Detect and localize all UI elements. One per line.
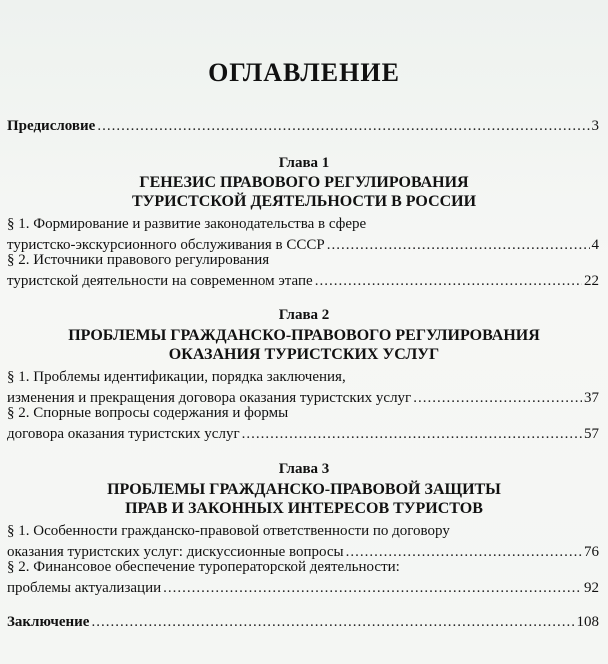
chapter-2-title-line-1: ПРОБЛЕМЫ ГРАЖДАНСКО-ПРАВОВОГО РЕГУЛИРОВАНИЯ <box>68 327 540 344</box>
section-line-1: § 2. Финансовое обеспечение туроператорской деятельности: <box>7 559 400 575</box>
section-line-2: проблемы актуализации <box>7 580 162 596</box>
chapter-3-number: Глава 3 <box>278 461 330 477</box>
page-number: 57 <box>584 426 599 442</box>
leader-dots <box>97 118 589 135</box>
leader-dots <box>315 273 582 290</box>
chapter-1-title-line-2: ТУРИСТСКОЙ ДЕЯТЕЛЬНОСТИ В РОССИИ <box>131 193 477 210</box>
section-line-2: туристской деятельности на современном этапе <box>7 273 313 289</box>
toc-entry-ch3-s1[interactable] <box>7 523 599 561</box>
chapter-2-title-line-2: ОКАЗАНИЯ ТУРИСТСКИХ УСЛУГ <box>168 346 440 363</box>
toc-entry-ch1-s2[interactable] <box>7 252 599 290</box>
toc-entry-label: Заключение <box>7 614 90 630</box>
chapter-3-title-line-2: ПРАВ И ЗАКОННЫХ ИНТЕРЕСОВ ТУРИСТОВ <box>125 500 483 517</box>
leader-dots <box>242 426 582 443</box>
section-line-2: договора оказания туристских услуг <box>7 426 240 442</box>
section-line-2: оказания туристских услуг: дискуссионные вопросы <box>7 544 344 560</box>
section-line-1: § 1. Проблемы идентификации, порядка заключения, <box>7 369 346 385</box>
toc-entry-ch3-s2[interactable] <box>7 559 599 597</box>
page-number: 4 <box>591 237 599 253</box>
section-line-1: § 1. Формирование и развитие законодательства в сфере <box>7 216 367 232</box>
chapter-3-title-line-1: ПРОБЛЕМЫ ГРАЖДАНСКО-ПРАВОВОЙ ЗАЩИТЫ <box>107 481 501 498</box>
toc-heading: ОГЛАВЛЕНИЕ <box>208 58 400 87</box>
page-number: 22 <box>584 273 599 289</box>
toc-entry-ch2-s1[interactable] <box>7 369 599 407</box>
leader-dots <box>91 614 574 631</box>
section-line-1: § 1. Особенности гражданско-правовой ответственности по договору <box>7 523 450 539</box>
section-line-2: туристско-экскурсионного обслуживания в СССР <box>7 237 325 253</box>
chapter-1-title-line-1: ГЕНЕЗИС ПРАВОВОГО РЕГУЛИРОВАНИЯ <box>139 174 469 191</box>
toc-entry-ch2-s2[interactable] <box>7 405 599 443</box>
page-number: 92 <box>584 580 599 596</box>
section-line-1: § 2. Источники правового регулирования <box>7 252 270 268</box>
chapter-2-number: Глава 2 <box>278 307 330 323</box>
section-line-2: изменения и прекращения договора оказания туристских услуг <box>7 390 412 406</box>
page-number: 3 <box>591 118 599 134</box>
toc-entry-preface[interactable] <box>7 118 599 135</box>
chapter-1-number: Глава 1 <box>278 155 330 171</box>
page-number: 37 <box>584 390 599 406</box>
toc-entry-ch1-s1[interactable] <box>7 216 599 254</box>
page-number: 76 <box>584 544 599 560</box>
section-line-1: § 2. Спорные вопросы содержания и формы <box>7 405 289 421</box>
leader-dots <box>163 580 582 597</box>
page-number: 108 <box>576 614 599 630</box>
toc-entry-label: Предисловие <box>7 118 96 134</box>
toc-entry-conclusion[interactable] <box>7 614 599 631</box>
